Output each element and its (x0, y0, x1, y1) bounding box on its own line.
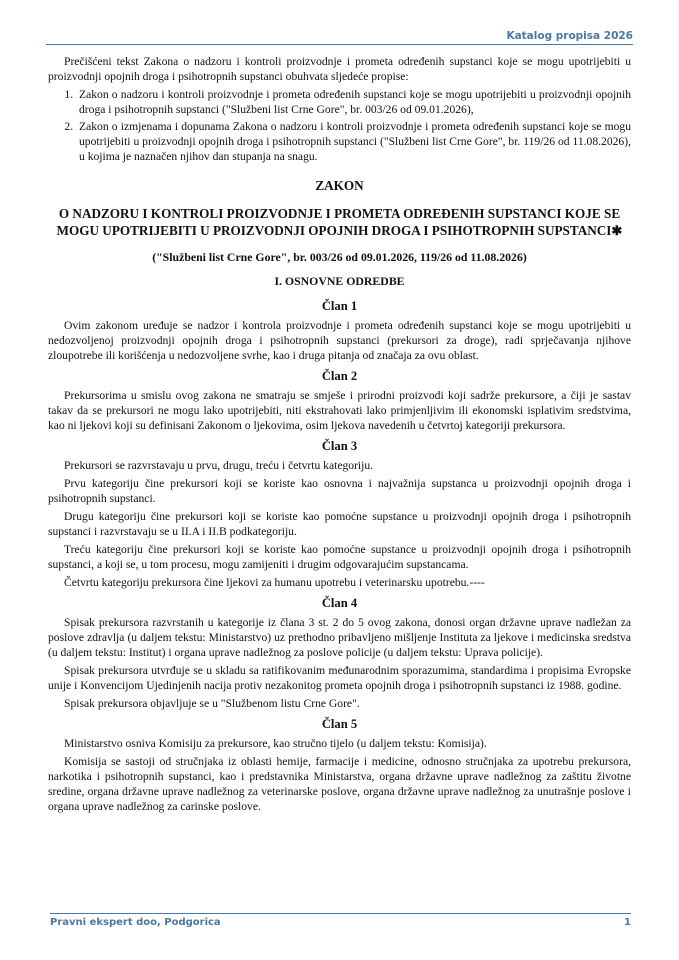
article-paragraph: Spisak prekursora utvrđuje se u skladu sa ratifikovanim međunarodnim sporazumima, standardima i propisima Evropske unije i Konvencijom Ujedinjenih nacija protiv nezakonitog prometa opojnih droga i psihotropnih supstanci iz 1988. godine. (48, 664, 631, 692)
source-regulation-item: 1. Zakon o nadzoru i kontroli proizvodnje i prometa određenih supstanci koje se mogu upotrijebiti u proizvodnji opojnih droga i psihotropnih supstanci ("Službeni list Crne Gore", br. 003/26 od 09.01.2026), (76, 87, 631, 117)
article-heading: Član 2 (321, 369, 358, 383)
part-heading: I. OSNOVNE ODREDBE (274, 274, 405, 288)
source-regulations-list (48, 87, 631, 164)
page-header (46, 30, 633, 45)
article-paragraph: Spisak prekursora objavljuje se u "Službenom listu Crne Gore". (64, 697, 360, 710)
document-body (48, 54, 631, 817)
law-title (48, 205, 631, 239)
article-paragraph: Treću kategoriju čine prekursori koji se koriste kao pomoćne supstance u proizvodnji opojnih droga i psihotropnih supstanci, a koji se, u tom procesu, mogu zamijeniti i drugim odgovarajućim supstancama. (48, 543, 631, 571)
article-paragraph: Četvrtu kategoriju prekursora čine ljekovi za humanu upotrebu i veterinarsku upotrebu.---- (64, 576, 485, 589)
article-paragraph: Drugu kategoriju čine prekursori koji se koriste kao pomoćne supstance u proizvodnji opojnih droga i psihotropnih supstanci i razvrstavaju se u II.A i II.B podkategoriju. (48, 510, 631, 538)
gazette-reference: ("Službeni list Crne Gore", br. 003/26 od 09.01.2026, 119/26 od 11.08.2026) (152, 250, 527, 264)
law-label: ZAKON (315, 178, 364, 193)
article-heading: Član 5 (321, 717, 358, 731)
article-paragraph: Ovim zakonom uređuje se nadzor i kontrola proizvodnje i prometa određenih supstanci koje se mogu upotrijebiti u nedozvoljenoj proizvodnji opojnih droga i psihotropnih supstanci (prekursori za droge), radi sprječavanja njihove zloupotrebe ili korišćenja u nedozvoljene svrhe, kao i druga pitanja od značaja za ovu oblast. (48, 319, 631, 362)
catalog-title: Katalog propisa 2026 (506, 30, 633, 42)
intro-text: Prečišćeni tekst Zakona o nadzoru i kontroli proizvodnje i prometa određenih supstanci koje se mogu upotrijebiti u proizvodnji opojnih droga i psihotropnih supstanci obuhvata sljedeće propise: (48, 55, 631, 83)
footnote-asterisk-icon: ✱ (611, 223, 623, 238)
article-paragraph: Prekursori se razvrstavaju u prvu, drugu, treću i četvrtu kategoriju. (64, 459, 374, 472)
article-paragraph: Prvu kategoriju čine prekursori koji se koriste kao osnovna i najvažnija supstanca u proizvodnji opojnih droga i psihotropnih supstanci. (48, 477, 631, 505)
article-paragraph: Komisija se sastoji od stručnjaka iz oblasti hemije, farmacije i medicine, odnosno stručnjaka za upotrebu prekursora, narkotika i psihotropnih supstanci, kao i predstavnika Ministarstva, organa državne uprave nadležnog za zaštitu životne sredine, organa državne uprave nadležnog za veterinarske poslove, organa državne uprave nadležnog za unutrašnje poslove i organa uprave nadležnog za carinske poslove. (48, 755, 631, 813)
article-paragraph: Prekursorima u smislu ovog zakona ne smatraju se smješe i prirodni proizvodi koji sadrže prekursore, a čiji je sastav takav da se prekursori ne mogu lako upotrijebiti, niti ekstrahovati lako primjenljivim ili ekonomski isplativim sredstvima, kao ni ljekovi koji su definisani Zakonom o ljekovima, osim ljekova navedenih u četvrtoj kategoriji prekursora. (48, 389, 631, 432)
article-heading: Član 4 (321, 596, 358, 610)
law-title-text: O NADZORU I KONTROLI PROIZVODNJE I PROMETA ODREĐENIH SUPSTANCI KOJE SE MOGU UPOTRIJEBITI U PROIZVODNJI OPOJNIH DROGA I PSIHOTROPNIH SUPSTANCI (56, 206, 621, 238)
article-paragraph: Spisak prekursora razvrstanih u kategorije iz člana 3 st. 2 do 5 ovog zakona, donosi organ državne uprave nadležan za poslove zdravlja (u daljem tekstu: Ministarstvo) uz prethodno pribavljeno mišljenje Instituta za ljekove i medicinska sredstva (u daljem tekstu: Institut) i organa uprave nadležnog za poslove policije (u daljem tekstu: Uprava policije). (48, 616, 631, 659)
page-number: 1 (624, 917, 631, 928)
article-heading: Član 3 (321, 439, 358, 453)
publisher-name: Pravni ekspert doo, Podgorica (50, 917, 221, 928)
source-regulation-item: 2. Zakon o izmjenama i dopunama Zakona o nadzoru i kontroli proizvodnje i prometa određenih supstanci koje se mogu upotrijebiti u proizvodnji opojnih droga i psihotropnih supstanci ("Službeni list Crne Gore", br. 119/26 od 11.08.2026), u kojima je naznačen njihov dan stupanja na snagu. (76, 119, 631, 164)
article-paragraph: Ministarstvo osniva Komisiju za prekursore, kao stručno tijelo (u daljem tekstu: Komisija). (64, 737, 487, 750)
article-heading: Član 1 (321, 299, 358, 313)
page-footer (50, 913, 631, 928)
